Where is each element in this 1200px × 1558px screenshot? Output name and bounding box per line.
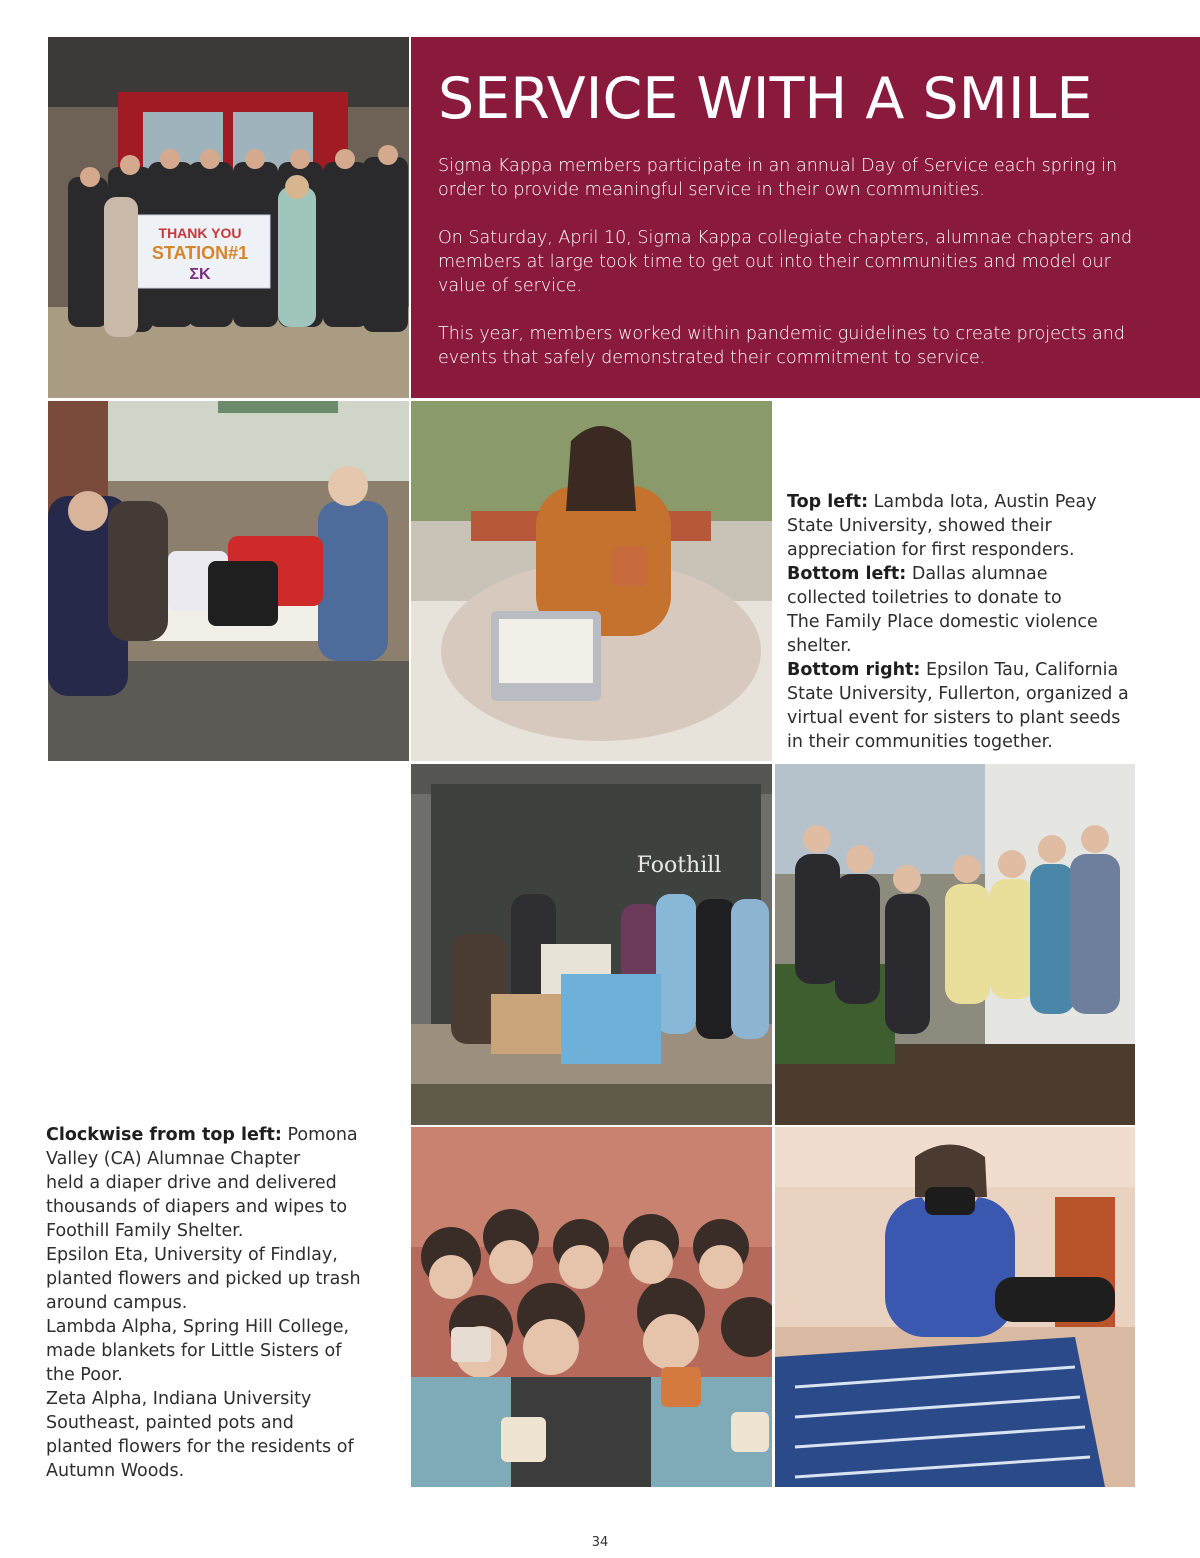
intro-paragraph-3: This year, members worked within pandemic guidelines to create projects and events that safely demonstrated their commitment to service. <box>438 324 1125 368</box>
intro-paragraph-2: On Saturday, April 10, Sigma Kappa collegiate chapters, alumnae chapters and members at large took time to get out into their communities and model our value of service. <box>438 228 1133 296</box>
sign-line-2: STATION#1 <box>151 243 249 263</box>
page-title: SERVICE WITH A SMILE <box>438 66 1093 132</box>
zeta-alpha-pots-photo <box>411 1127 772 1487</box>
epsilon-eta-photo <box>775 764 1135 1125</box>
bottom-right-caption-label: Bottom right: <box>787 660 921 680</box>
dallas-alumnae-photo <box>48 401 409 761</box>
fire-station-photo <box>48 37 409 398</box>
foothill-sign: Foothill <box>636 853 722 878</box>
sign-line-3: ΣK <box>189 266 211 283</box>
left-caption: Clockwise from top left: Pomona Valley (CA) Alumnae Chapter held a diaper drive and delivered thousands of diapers and wipes to Foothill Family Shelter. Epsilon Eta, University of Findlay, planted flowers and picked up trash around campus. Lambda Alpha, Spring Hill College, made blankets for Little Sisters of the Poor. Zeta Alpha, Indiana University Southeast, painted pots and planted flowers for the residents of Autumn Woods. <box>46 1125 361 1481</box>
hero-panel <box>411 37 1200 398</box>
intro-paragraph-1: Sigma Kappa members participate in an annual Day of Service each spring in order to provide meaningful service in their own communities. <box>438 156 1118 200</box>
sign-line-1: THANK YOU <box>158 225 242 241</box>
top-left-caption-label: Top left: <box>787 492 869 512</box>
page-number: 34 <box>591 1535 609 1550</box>
virtual-planting-photo <box>411 401 772 761</box>
lambda-alpha-blanket-photo <box>775 1127 1135 1487</box>
right-caption: Top left: Lambda Iota, Austin Peay State University, showed their appreciation for first responders. Bottom left: Dallas alumnae collected toiletries to donate to The Family Place domestic violence shelter. Bottom right: Epsilon Tau, California State University, Fullerton, organized a virtual event for sisters to plant seeds in their communities together. <box>787 492 1129 752</box>
clockwise-caption-label: Clockwise from top left: <box>46 1125 282 1145</box>
bottom-left-caption-label: Bottom left: <box>787 564 907 584</box>
foothill-diaper-drive-photo <box>411 764 772 1125</box>
